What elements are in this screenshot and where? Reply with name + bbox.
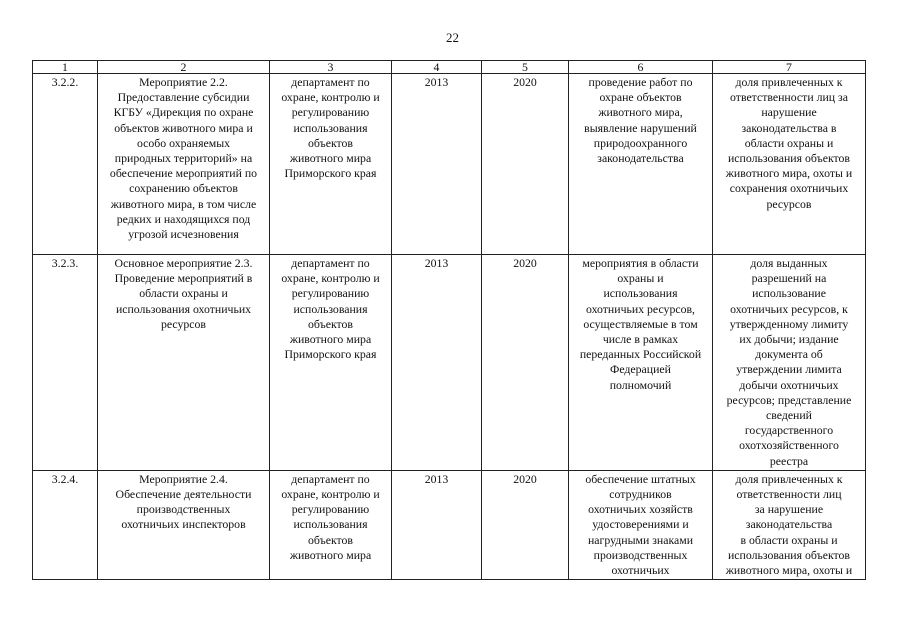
table-row [33, 74, 866, 255]
table-row [33, 470, 866, 579]
column-header: 3 [270, 61, 392, 74]
event-name: Мероприятие 2.2. Предоставление субсидии КГБУ «Дирекция по охране объектов животного мира и особо охраняемых природных территорий» на обеспечение мероприятий по сохранению объектов животного мира, в том числе редких и находящихся под угрозой исчезновения [98, 74, 270, 255]
row-number: 3.2.3. [33, 255, 98, 471]
event-name: Мероприятие 2.4. Обеспечение деятельности производственных охотничьих инспекторов [98, 470, 270, 579]
column-header: 6 [569, 61, 713, 74]
column-header: 4 [392, 61, 482, 74]
indicator: доля привлеченных к ответственности лиц за нарушение законодательства в области охраны и использования объектов животного мира, охоты и сохранения охотничьих ресурсов [713, 74, 866, 255]
page-number: 22 [446, 30, 459, 45]
header-row [33, 61, 866, 74]
row-number: 3.2.2. [33, 74, 98, 255]
start-year: 2013 [392, 255, 482, 471]
column-header: 1 [33, 61, 98, 74]
start-year: 2013 [392, 74, 482, 255]
table-row [33, 255, 866, 471]
column-header: 5 [482, 61, 569, 74]
column-header: 7 [713, 61, 866, 74]
executor: департамент по охране, контролю и регулированию использования объектов животного мира Приморского края [270, 74, 392, 255]
indicator: доля привлеченных к ответственности лиц за нарушение законодательства в области охраны и использования объектов животного мира, охоты и [713, 470, 866, 579]
start-year: 2013 [392, 470, 482, 579]
end-year: 2020 [482, 74, 569, 255]
end-year: 2020 [482, 255, 569, 471]
indicator: доля выданных разрешений на использование охотничьих ресурсов, к утвержденному лимиту их добычи; издание документа об утверждении лимита добычи охотничьих ресурсов; представление сведений государственного охотхозяйственного реестра [713, 255, 866, 471]
event-name: Основное мероприятие 2.3. Проведение мероприятий в области охраны и использования охотничьих ресурсов [98, 255, 270, 471]
executor: департамент по охране, контролю и регулированию использования объектов животного мира [270, 470, 392, 579]
activities-table [32, 60, 866, 580]
end-year: 2020 [482, 470, 569, 579]
executor: департамент по охране, контролю и регулированию использования объектов животного мира Приморского края [270, 255, 392, 471]
column-header: 2 [98, 61, 270, 74]
expected-result: обеспечение штатных сотрудников охотничьих хозяйств удостоверениями и нагрудными знаками производственных охотничьих [569, 470, 713, 579]
row-number: 3.2.4. [33, 470, 98, 579]
expected-result: проведение работ по охране объектов животного мира, выявление нарушений природоохранного законодательства [569, 74, 713, 255]
expected-result: мероприятия в области охраны и использования охотничьих ресурсов, осуществляемые в том числе в рамках переданных Российской Федерацией полномочий [569, 255, 713, 471]
